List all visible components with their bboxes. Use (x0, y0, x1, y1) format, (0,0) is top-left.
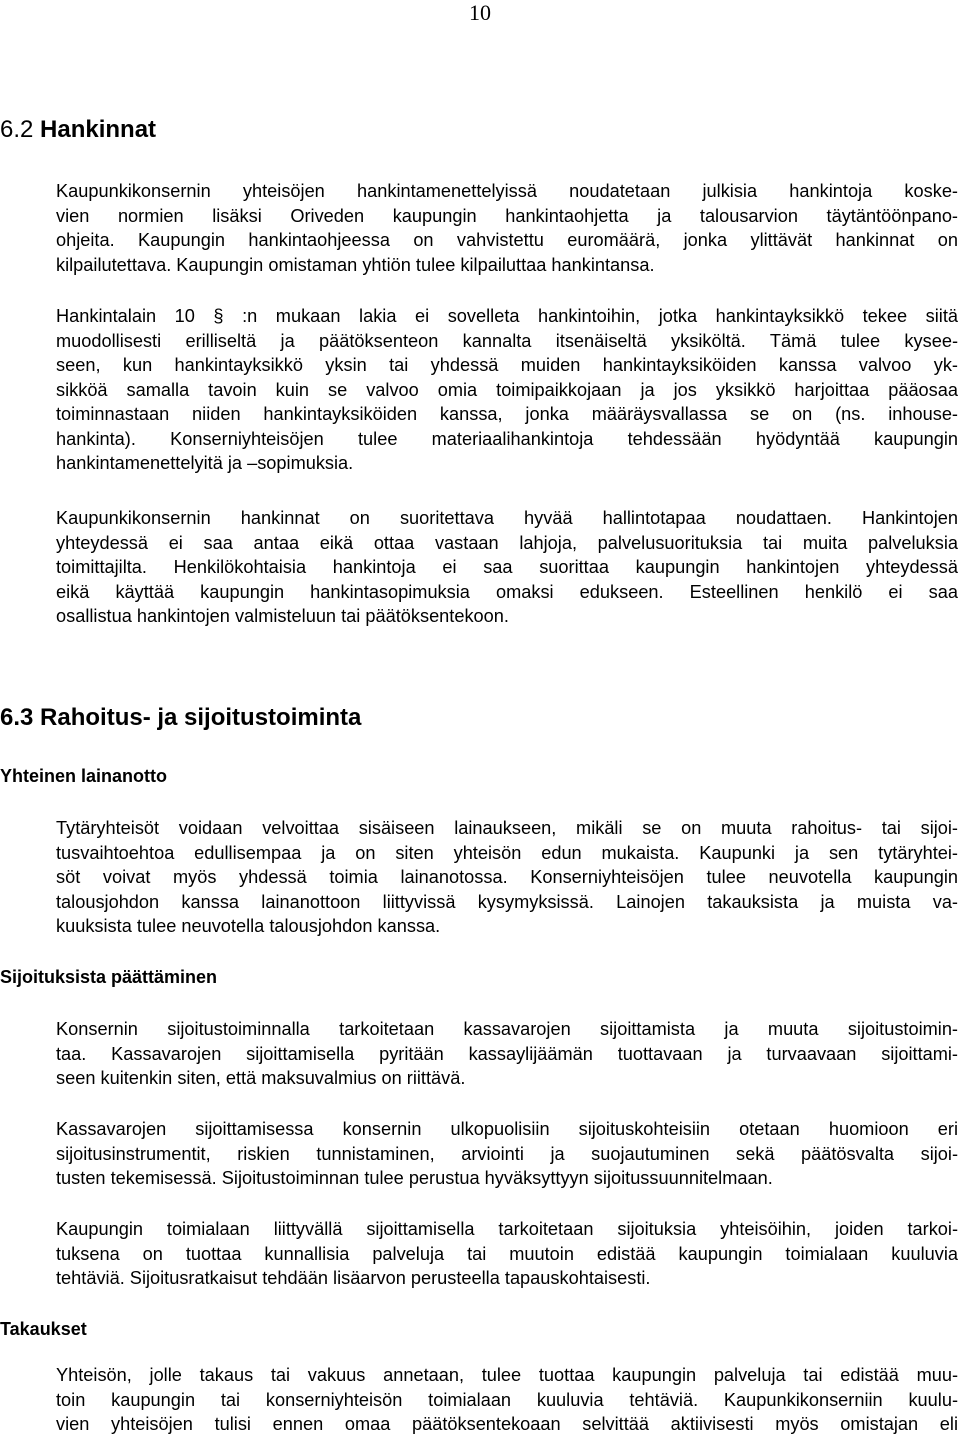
text-line: Kaupungin toimialaan liittyvällä sijoittamisella tarkoitetaan sijoituksia yhteisöihin, joiden tarkoi- (56, 1219, 958, 1239)
text-line: Kaupunkikonsernin hankinnat on suoritettava hyvää hallintotapaa noudattaen. Hankintojen (56, 508, 958, 528)
section-6-3-heading (0, 704, 361, 732)
section-6-2-heading (0, 116, 156, 144)
text-line: Hankintalain 10 § :n mukaan lakia ei sovelleta hankintoihin, jotka hankintayksikkö tekee siitä (56, 306, 958, 326)
text-line: Yhteisön, jolle takaus tai vakuus annetaan, tulee tuottaa kaupungin palveluja tai edistää muu- (56, 1365, 958, 1385)
text-line: vien yhteisöjen tulisi ennen omaa päätöksentekoaan selvittää aktiivisesti myös omistajan eli (56, 1414, 958, 1434)
text-line: tehtäviä. Sijoitusratkaisut tehdään lisäarvon perusteella tapauskohtaisesti. (56, 1268, 651, 1288)
section-title: 3 Rahoitus- ja sijoitustoiminta (20, 704, 362, 731)
text-line: tusten tekemisessä. Sijoitustoiminnan tulee perustua hyväksyttyyn sijoitussuunnitelmaan. (56, 1168, 773, 1188)
text-line: hankinta). Konserniyhteisöjen tulee materiaalihankintoja tehdessään hyödyntää kaupungin (56, 428, 958, 449)
text-line: taa. Kassavarojen sijoittamisella pyritään kassaylijäämän tuottavaan ja turvaavaan sijoittami- (56, 1043, 958, 1064)
text-line: vien normien lisäksi Oriveden kaupungin hankintaohjetta ja talousarvion täytäntöönpano- (56, 205, 958, 226)
text-line: eikä käyttää kaupungin hankintasopimuksia omaksi edukseen. Esteellinen henkilö ei saa (56, 581, 958, 602)
text-line: tusvaihtoehtoa edullisempaa ja on siten yhteisön edun mukaista. Kaupunki ja sen tytäryhtei- (56, 842, 958, 863)
subsection-heading-yhteinen-lainanotto: Yhteinen lainanotto (0, 766, 168, 786)
paragraph (56, 1363, 958, 1437)
text-line: talousjohdon kanssa lainanottoon liittyvissä kysymyksissä. Lainojen takauksista ja muista va- (56, 891, 958, 912)
text-line: Konsernin sijoitustoiminnalla tarkoitetaan kassavarojen sijoittamista ja muuta sijoitustoimin- (56, 1019, 958, 1039)
paragraph (56, 1217, 958, 1291)
paragraph (56, 304, 958, 476)
section-title: Hankinnat (40, 116, 157, 143)
subsection-heading-sijoituksista-paattaminen: Sijoituksista päättäminen (0, 967, 218, 987)
text-line: sijoitusinstrumentit, riskien tunnistaminen, arviointi ja suojautuminen sekä päätösvalta sijoi- (56, 1143, 958, 1164)
text-line: yhteydessä ei saa antaa eikä ottaa vastaan lahjoja, palvelusuorituksia tai muita palveluksia (56, 532, 958, 553)
paragraph (56, 506, 958, 629)
page-number: 10 (469, 0, 491, 25)
text-line: tuksena on tuottaa kunnallisia palveluja tai muutoin edistää kaupungin toimialaan kuuluvia (56, 1243, 958, 1264)
text-line: söt voivat myös yhdessä toimia lainanotossa. Konserniyhteisöjen tulee neuvotella kaupungin (56, 867, 958, 887)
text-line: Kassavarojen sijoittamisessa konsernin ulkopuolisiin sijoituskohteisiin otetaan huomioon eri (56, 1119, 958, 1139)
text-line: kuuksista tulee neuvotella talousjohdon kanssa. (56, 916, 441, 936)
paragraph (56, 816, 958, 939)
text-line: kilpailutettava. Kaupungin omistaman yhtiön tulee kilpailuttaa hankintansa. (56, 254, 655, 275)
text-line: sikköä samalla tavoin kuin se valvoo omia toimipaikkojaan ja jos yksikkö harjoittaa pääosaa (56, 379, 958, 400)
section-number: 6.2 (0, 116, 41, 143)
text-line: Kaupunkikonsernin yhteisöjen hankintamenettelyissä noudatetaan julkisia hankintoja koske- (56, 181, 958, 201)
text-line: seen kuitenkin siten, että maksuvalmius on riittävä. (56, 1068, 466, 1088)
text-line: ohjeita. Kaupungin hankintaohjeessa on vahvistettu euromäärä, jonka ylittävät hankinnat on (56, 230, 958, 250)
text-line: osallistua hankintojen valmisteluun tai päätöksentekoon. (56, 606, 509, 626)
text-line: toimittajilta. Henkilökohtaisia hankintoja ei saa suorittaa kaupungin hankintojen yhteydessä (56, 557, 958, 577)
text-line: hankintamenettelyitä ja –sopimuksia. (56, 453, 354, 473)
paragraph (56, 1117, 958, 1191)
text-line: muodollisesti erilliseltä ja päätöksenteon kannalta itsenäiseltä yksiköltä. Tämä tulee kysee- (56, 330, 958, 351)
text-line: seen, kun hankintayksikkö yksin tai yhdessä muiden hankintayksiköiden kanssa valvoo yk- (56, 355, 958, 375)
section-number: 6. (0, 704, 21, 731)
text-line: toin kaupungin tai konserniyhteisön toimialaan kuuluvia tehtäviä. Kaupunkikonserniin kuulu- (56, 1389, 958, 1410)
subsection-heading-takaukset: Takaukset (0, 1319, 87, 1339)
paragraph (56, 1017, 958, 1091)
text-line: Tytäryhteisöt voidaan velvoittaa sisäiseen lainaukseen, mikäli se on muuta rahoitus- tai sijoi- (56, 818, 958, 838)
text-line: toiminnastaan niiden hankintayksiköiden kanssa, jonka määräysvallassa se on (ns. inhouse- (56, 404, 958, 424)
paragraph (56, 179, 958, 277)
